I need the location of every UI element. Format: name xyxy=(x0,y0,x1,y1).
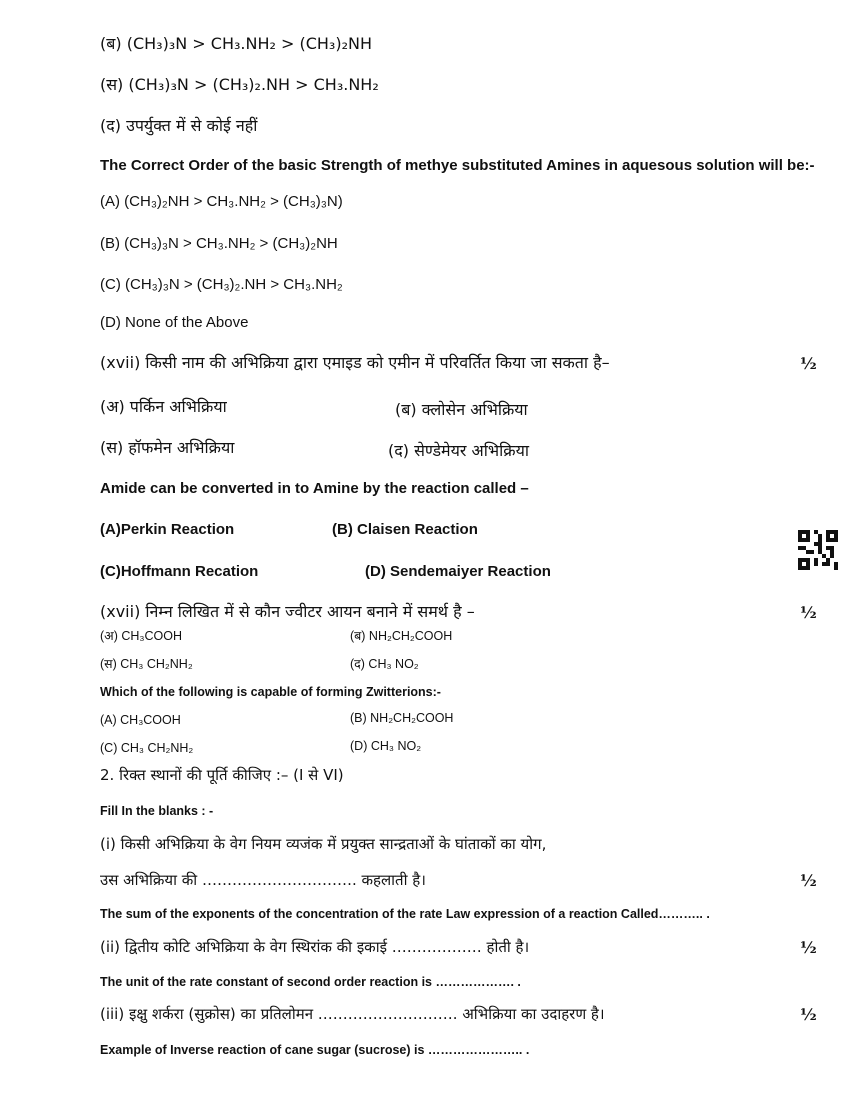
q17-hindi-option-2: (ब) क्लोसेन अभिक्रिया xyxy=(395,400,528,419)
q17b-hindi-option-4: (द) CH₃ NO₂ xyxy=(350,657,419,671)
hindi-option-b: (ब) (CH₃)₃N > CH₃.NH₂ > (CH₃)₂NH xyxy=(100,34,372,53)
option-c: (C) (CH₃)₃N > (CH₃)₂.NH > CH₃.NH₂ xyxy=(100,276,343,293)
q17-hindi-option-1: (अ) पर्किन अभिक्रिया xyxy=(100,397,227,416)
hindi-option-d: (द) उपर्युक्त में से कोई नहीं xyxy=(100,116,258,135)
q17b-english-question: Which of the following is capable of forming Zwitterions:- xyxy=(100,685,441,699)
q17b-english-option-2: (B) NH₂CH₂COOH xyxy=(350,711,454,725)
q17b-hindi-option-3: (स) CH₃ CH₂NH₂ xyxy=(100,657,193,671)
blank-iii-hindi: (iii) इक्षु शर्करा (सुक्रोस) का प्रतिलोमन ………………………. अभिक्रिया का उदाहरण है। xyxy=(100,1005,605,1023)
q17-hindi-option-3: (स) हॉफमेन अभिक्रिया xyxy=(100,438,235,457)
option-b: (B) (CH₃)₃N > CH₃.NH₂ > (CH₃)₂NH xyxy=(100,235,338,252)
q17b-mark: ½ xyxy=(800,603,817,622)
q17-hindi-option-4: (द) सेण्डेमेयर अभिक्रिया xyxy=(388,441,529,460)
blank-ii-english: The unit of the rate constant of second order reaction is ………………. . xyxy=(100,975,521,989)
qr-code-icon xyxy=(798,530,838,570)
blank-iii-mark: ½ xyxy=(800,1005,817,1024)
q17-english-question: Amide can be converted in to Amine by the reaction called – xyxy=(100,480,529,497)
q17b-english-option-3: (C) CH₃ CH₂NH₂ xyxy=(100,741,194,755)
q17-hindi-question: (xvii) किसी नाम की अभिक्रिया द्वारा एमाइड को एमीन में परिवर्तित किया जा सकता है– xyxy=(100,353,610,372)
option-a: (A) (CH₃)₂NH > CH₃.NH₂ > (CH₃)₃N) xyxy=(100,193,343,210)
english-question: The Correct Order of the basic Strength of methye substituted Amines in aquesous solution will be:- xyxy=(100,157,815,174)
q17-english-option-4: (D) Sendemaiyer Reaction xyxy=(365,563,551,580)
q17b-hindi-option-2: (ब) NH₂CH₂COOH xyxy=(350,629,453,643)
q17-mark: ½ xyxy=(800,354,817,373)
blank-ii-mark: ½ xyxy=(800,938,817,957)
q17b-english-option-1: (A) CH₃COOH xyxy=(100,713,181,727)
blank-ii-hindi: (ii) द्वितीय कोटि अभिक्रिया के वेग स्थिरांक की इकाई ……………… होती है। xyxy=(100,938,530,956)
hindi-option-s: (स) (CH₃)₃N > (CH₃)₂.NH > CH₃.NH₂ xyxy=(100,75,379,94)
option-d: (D) None of the Above xyxy=(100,314,249,331)
blank-i-hindi-line1: (i) किसी अभिक्रिया के वेग नियम व्यजंक में प्रयुक्त सान्द्रताओं के घांताकों का योग, xyxy=(100,835,547,853)
section2-english-title: Fill In the blanks : - xyxy=(100,804,214,818)
q17-english-option-1: (A)Perkin Reaction xyxy=(100,521,235,538)
section2-hindi-title: 2. रिक्त स्थानों की पूर्ति कीजिए :– (I से VI) xyxy=(100,766,344,784)
q17b-hindi-question: (xvii) निम्न लिखित में से कौन ज्वीटर आयन बनाने में समर्थ है – xyxy=(100,602,475,621)
blank-iii-english: Example of Inverse reaction of cane sugar (sucrose) is ………………….. . xyxy=(100,1043,530,1057)
q17b-hindi-option-1: (अ) CH₃COOH xyxy=(100,629,182,643)
blank-i-hindi-line2: उस अभिक्रिया की …………………………. कहलाती है। xyxy=(100,871,426,889)
blank-i-mark: ½ xyxy=(800,871,817,890)
blank-i-english: The sum of the exponents of the concentration of the rate Law expression of a reaction Called……….. . xyxy=(100,907,710,921)
q17-english-option-2: (B) Claisen Reaction xyxy=(332,521,478,538)
q17b-english-option-4: (D) CH₃ NO₂ xyxy=(350,739,422,753)
q17-english-option-3: (C)Hoffmann Recation xyxy=(100,563,259,580)
